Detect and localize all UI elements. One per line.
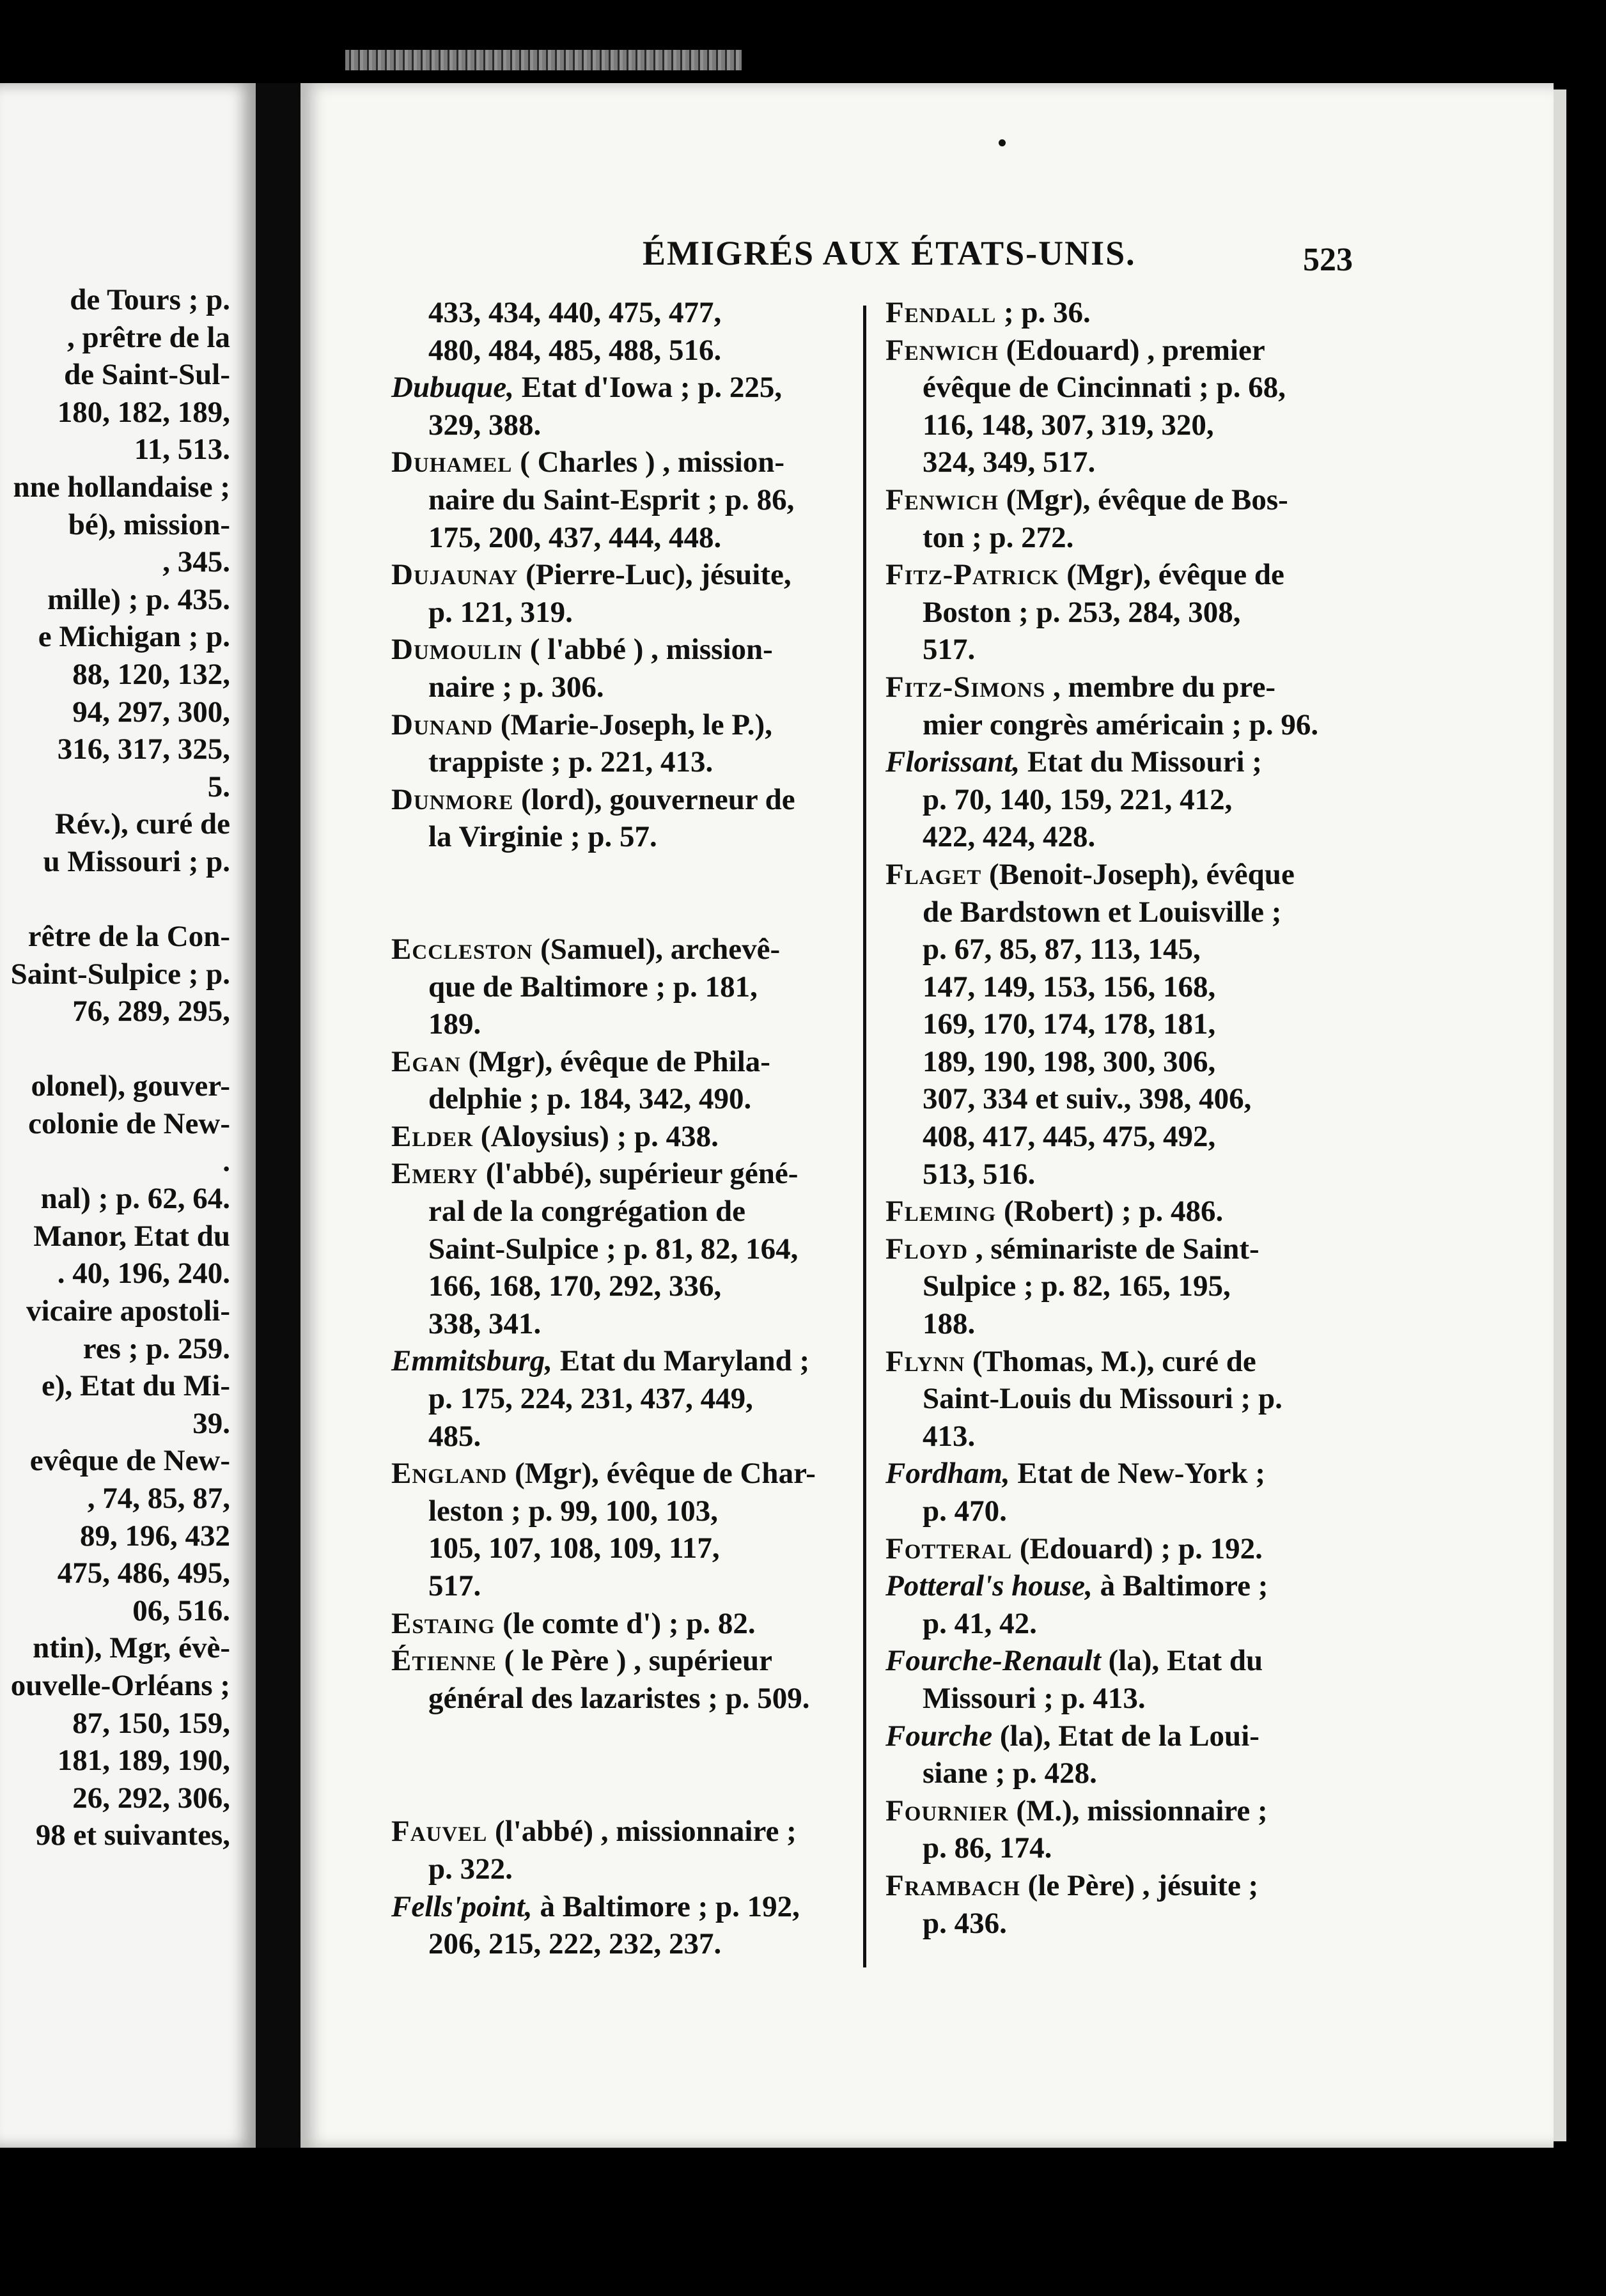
entry-text: Etat de New-York ; bbox=[1010, 1457, 1266, 1491]
entry-line: trappiste ; p. 221, 413. bbox=[428, 745, 713, 779]
index-entry bbox=[885, 1193, 1352, 1230]
left-page-line: , 74, 85, 87, bbox=[87, 1482, 230, 1515]
entry-first-line bbox=[391, 1043, 855, 1081]
entry-first-line bbox=[885, 294, 1352, 332]
index-entry bbox=[391, 369, 855, 444]
person-name: Duhamel bbox=[391, 446, 513, 479]
entry-line: p. 86, 174. bbox=[923, 1831, 1052, 1865]
entry-first-line bbox=[885, 1567, 1352, 1605]
left-page-line: Saint-Sulpice ; p. bbox=[10, 957, 230, 991]
left-page-line: u Missouri ; p. bbox=[43, 844, 230, 878]
entry-first-line bbox=[391, 706, 855, 744]
left-page-line: 88, 120, 132, bbox=[72, 657, 230, 691]
entry-line: mier congrès américain ; p. 96. bbox=[923, 708, 1319, 741]
entry-text: Etat du Missouri ; bbox=[1020, 745, 1262, 779]
entry-first-line bbox=[885, 1193, 1352, 1230]
entry-text: (Samuel), archevê- bbox=[533, 932, 781, 966]
entry-first-line bbox=[885, 556, 1352, 594]
left-page-line: olonel), gouver- bbox=[31, 1069, 230, 1103]
left-page-line: ouvelle-Orléans ; bbox=[10, 1668, 230, 1702]
entry-line: ral de la congrégation de bbox=[428, 1195, 746, 1229]
left-page-line: evêque de New- bbox=[29, 1444, 230, 1478]
index-entry bbox=[885, 1230, 1352, 1343]
left-page-line: 11, 513. bbox=[134, 433, 230, 467]
entry-text: ( l'abbé ) , mission- bbox=[522, 633, 773, 667]
entry-first-line bbox=[885, 1530, 1352, 1568]
index-entry bbox=[885, 1530, 1352, 1568]
entry-line: 307, 334 et suiv., 398, 406, bbox=[923, 1082, 1252, 1116]
index-entry bbox=[885, 481, 1352, 556]
entry-line: 324, 349, 517. bbox=[923, 446, 1096, 479]
index-entry bbox=[885, 294, 1352, 332]
left-page-line: e Michigan ; p. bbox=[38, 620, 230, 654]
index-entry bbox=[391, 1813, 855, 1888]
left-page-line: , prêtre de la bbox=[67, 320, 230, 354]
place-name: Emmitsburg, bbox=[391, 1344, 553, 1378]
book-gutter bbox=[256, 83, 300, 2148]
place-name: Fourche-Renault bbox=[885, 1644, 1101, 1678]
page-edge bbox=[1554, 89, 1566, 2141]
entry-first-line bbox=[391, 781, 855, 819]
place-name: Dubuque, bbox=[391, 371, 514, 405]
entry-first-line bbox=[885, 1642, 1352, 1680]
index-entry bbox=[885, 1455, 1352, 1530]
left-page-line: nal) ; p. 62, 64. bbox=[40, 1182, 230, 1216]
left-page-line: e), Etat du Mi- bbox=[41, 1369, 230, 1403]
left-page-line: vicaire apostoli- bbox=[26, 1294, 230, 1328]
index-entry bbox=[391, 1888, 855, 1963]
entry-first-line bbox=[391, 1155, 855, 1193]
entry-line: p. 175, 224, 231, 437, 449, bbox=[428, 1382, 753, 1416]
page-number: 523 bbox=[1303, 242, 1353, 278]
section-gap bbox=[391, 856, 855, 931]
place-name: Potteral's house, bbox=[885, 1569, 1093, 1603]
index-entry bbox=[391, 556, 855, 631]
left-page-line: 87, 150, 159, bbox=[72, 1706, 230, 1740]
entry-line: Boston ; p. 253, 284, 308, bbox=[923, 595, 1241, 629]
entry-line: Saint-Louis du Missouri ; p. bbox=[923, 1382, 1282, 1416]
section-gap bbox=[391, 1717, 855, 1813]
entry-text: (Edouard) ; p. 192. bbox=[1012, 1532, 1263, 1565]
person-name: Étienne bbox=[391, 1644, 497, 1678]
left-page-line: 26, 292, 306, bbox=[72, 1781, 230, 1815]
entry-text: Etat du Maryland ; bbox=[552, 1344, 810, 1378]
left-page-line: mille) ; p. 435. bbox=[47, 582, 230, 616]
entry-text: (l'abbé) , missionnaire ; bbox=[487, 1815, 797, 1849]
entry-first-line bbox=[885, 856, 1352, 894]
entry-first-line bbox=[885, 1792, 1352, 1830]
left-page-line: de Tours ; p. bbox=[70, 283, 230, 316]
entry-first-line bbox=[885, 1343, 1352, 1381]
entry-line: p. 67, 85, 87, 113, 145, bbox=[923, 933, 1201, 966]
person-name: Frambach bbox=[885, 1868, 1020, 1902]
entry-line: leston ; p. 99, 100, 103, bbox=[428, 1494, 719, 1528]
entry-text: (Mgr), évêque de Char- bbox=[507, 1457, 816, 1491]
entry-line: de Bardstown et Louisville ; bbox=[923, 895, 1282, 929]
entry-text: (le Père) , jésuite ; bbox=[1020, 1868, 1259, 1902]
left-page-line: 94, 297, 300, bbox=[72, 695, 230, 729]
index-entry bbox=[391, 1342, 855, 1455]
index-entry bbox=[391, 1155, 855, 1342]
left-page-line: 76, 289, 295, bbox=[72, 995, 230, 1028]
entry-text: , membre du pre- bbox=[1045, 670, 1276, 704]
entry-line: Sulpice ; p. 82, 165, 195, bbox=[923, 1269, 1231, 1303]
entry-line: 408, 417, 445, 475, 492, bbox=[923, 1120, 1216, 1154]
left-page-text bbox=[0, 281, 230, 1854]
left-page-line: 06, 516. bbox=[132, 1594, 230, 1627]
entry-line: 485. bbox=[428, 1419, 481, 1453]
place-name: Fordham, bbox=[885, 1457, 1010, 1491]
index-entry bbox=[391, 706, 855, 781]
entry-text: (Marie-Joseph, le P.), bbox=[493, 708, 772, 741]
entry-line: 413. bbox=[923, 1419, 976, 1453]
entry-line: 188. bbox=[923, 1307, 976, 1341]
entry-first-line bbox=[885, 743, 1352, 781]
entry-text: (Mgr), évêque de Bos- bbox=[998, 483, 1288, 516]
entry-line: 147, 149, 153, 156, 168, bbox=[923, 970, 1216, 1004]
entry-text: ; p. 36. bbox=[996, 296, 1091, 329]
left-page-line: bé), mission- bbox=[68, 508, 230, 541]
place-name: Fourche bbox=[885, 1719, 993, 1753]
entry-text: (le comte d') ; p. 82. bbox=[495, 1606, 756, 1640]
index-entry bbox=[885, 669, 1352, 743]
entry-first-line bbox=[885, 1718, 1352, 1755]
left-page-line bbox=[0, 1030, 230, 1068]
entry-line: p. 70, 140, 159, 221, 412, bbox=[923, 782, 1233, 816]
entry-first-line bbox=[391, 1888, 855, 1926]
entry-first-line bbox=[391, 1342, 855, 1380]
entry-text: , séminariste de Saint- bbox=[968, 1232, 1259, 1266]
left-page-line: 475, 486, 495, bbox=[57, 1556, 230, 1590]
entry-line: siane ; p. 428. bbox=[923, 1757, 1097, 1790]
entry-first-line bbox=[391, 1455, 855, 1493]
entry-line: p. 121, 319. bbox=[428, 595, 573, 629]
entry-first-line bbox=[391, 1813, 855, 1850]
index-entry bbox=[391, 294, 855, 369]
left-page-line: ntin), Mgr, évè- bbox=[33, 1631, 230, 1665]
place-name: Fells'point, bbox=[391, 1889, 533, 1923]
person-name: Floyd bbox=[885, 1232, 969, 1266]
person-name: Flynn bbox=[885, 1344, 965, 1378]
entry-line: la Virginie ; p. 57. bbox=[428, 820, 657, 854]
index-entry bbox=[885, 856, 1352, 1193]
index-entry bbox=[885, 1718, 1352, 1792]
left-page-line: de Saint-Sul- bbox=[64, 358, 230, 392]
person-name: Fournier bbox=[885, 1794, 1009, 1827]
running-title: ÉMIGRÉS AUX ÉTATS-UNIS. bbox=[643, 234, 1136, 272]
index-entry bbox=[885, 1642, 1352, 1717]
index-entry bbox=[885, 1867, 1352, 1942]
index-entry bbox=[391, 781, 855, 856]
entry-line: p. 470. bbox=[923, 1494, 1007, 1528]
entry-first-line bbox=[885, 1455, 1352, 1493]
left-page-line: 39. bbox=[192, 1406, 230, 1440]
entry-line: que de Baltimore ; p. 181, bbox=[428, 970, 758, 1004]
left-page-line: . 40, 196, 240. bbox=[57, 1257, 230, 1291]
index-column-1 bbox=[391, 294, 855, 1963]
entry-first-line bbox=[391, 556, 855, 594]
entry-line: p. 436. bbox=[923, 1906, 1007, 1940]
person-name: Dujaunay bbox=[391, 558, 518, 592]
index-entry bbox=[391, 631, 855, 706]
entry-line: 329, 388. bbox=[428, 408, 542, 442]
entry-text: ( Charles ) , mission- bbox=[512, 446, 785, 479]
entry-text: (l'abbé), supérieur géné- bbox=[478, 1157, 799, 1191]
entry-text: (M.), missionnaire ; bbox=[1008, 1794, 1268, 1827]
entry-line: général des lazaristes ; p. 509. bbox=[428, 1681, 810, 1715]
entry-text: (Benoit-Joseph), évêque bbox=[981, 857, 1295, 891]
entry-text: ( le Père ) , supérieur bbox=[496, 1644, 773, 1678]
left-page-line: Rév.), curé de bbox=[54, 807, 230, 841]
person-name: Fendall bbox=[885, 296, 997, 329]
entry-text: (la), Etat du bbox=[1100, 1644, 1263, 1678]
entry-text: (Aloysius) ; p. 438. bbox=[473, 1119, 719, 1153]
index-entry bbox=[885, 1792, 1352, 1867]
entry-line: naire du Saint-Esprit ; p. 86, bbox=[428, 483, 795, 516]
entry-line: 513, 516. bbox=[923, 1157, 1036, 1191]
left-page-line: rêtre de la Con- bbox=[27, 920, 230, 954]
left-page-line: nne hollandaise ; bbox=[13, 470, 230, 504]
person-name: Fitz-Simons bbox=[885, 670, 1046, 704]
entry-line: 206, 215, 222, 232, 237. bbox=[428, 1927, 722, 1961]
entry-first-line bbox=[391, 1642, 855, 1680]
person-name: Fotteral bbox=[885, 1532, 1013, 1565]
person-name: Dunmore bbox=[391, 782, 514, 816]
entry-line: 169, 170, 174, 178, 181, bbox=[923, 1007, 1216, 1041]
place-name: Florissant, bbox=[885, 745, 1020, 779]
entry-line: 338, 341. bbox=[428, 1307, 542, 1340]
entry-text: (Mgr), évêque de Phila- bbox=[460, 1044, 770, 1078]
person-name: Flaget bbox=[885, 857, 982, 891]
index-entry bbox=[885, 1343, 1352, 1455]
entry-line: 480, 484, 485, 488, 516. bbox=[428, 333, 722, 367]
entry-first-line bbox=[885, 1867, 1352, 1905]
entry-first-line bbox=[885, 481, 1352, 519]
entry-line: 175, 200, 437, 444, 448. bbox=[428, 520, 722, 554]
person-name: Dumoulin bbox=[391, 633, 523, 667]
person-name: Fenwich bbox=[885, 483, 999, 516]
left-page-line: . bbox=[222, 1144, 230, 1178]
index-entry bbox=[391, 1043, 855, 1118]
entry-text: (Pierre-Luc), jésuite, bbox=[518, 558, 791, 592]
left-page-line: colonie de New- bbox=[28, 1107, 230, 1141]
left-page-line: 98 et suivantes, bbox=[35, 1819, 230, 1852]
entry-first-line bbox=[391, 1605, 855, 1643]
index-entry bbox=[885, 743, 1352, 856]
left-facing-page bbox=[0, 83, 256, 2148]
entry-first-line bbox=[391, 1118, 855, 1156]
entry-text: Etat d'Iowa ; p. 225, bbox=[513, 371, 783, 405]
person-name: Dunand bbox=[391, 708, 494, 741]
index-entry bbox=[885, 556, 1352, 669]
entry-line: naire ; p. 306. bbox=[428, 670, 604, 704]
left-page-line: , 345. bbox=[162, 545, 230, 579]
entry-first-line bbox=[391, 931, 855, 968]
entry-first-line bbox=[885, 669, 1352, 706]
entry-line: Missouri ; p. 413. bbox=[923, 1681, 1146, 1715]
entry-first-line bbox=[885, 1230, 1352, 1268]
person-name: Fenwich bbox=[885, 333, 999, 367]
left-page-line: res ; p. 259. bbox=[82, 1331, 230, 1365]
left-page-line: 180, 182, 189, bbox=[57, 395, 230, 429]
index-column-2 bbox=[885, 294, 1352, 1942]
entry-line: 105, 107, 108, 109, 117, bbox=[428, 1532, 720, 1565]
left-page-line: 5. bbox=[207, 770, 230, 803]
entry-line: p. 322. bbox=[428, 1852, 513, 1886]
person-name: Fleming bbox=[885, 1195, 997, 1229]
entry-text: (Robert) ; p. 486. bbox=[996, 1195, 1224, 1229]
left-page-line: 316, 317, 325, bbox=[57, 733, 230, 766]
entry-text: à Baltimore ; p. 192, bbox=[532, 1889, 800, 1923]
index-entry bbox=[391, 1642, 855, 1717]
index-entry bbox=[391, 444, 855, 556]
entry-first-line bbox=[391, 369, 855, 407]
person-name: Egan bbox=[391, 1044, 461, 1078]
entry-line: p. 41, 42. bbox=[923, 1606, 1037, 1640]
entry-first-line bbox=[885, 332, 1352, 369]
entry-first-line bbox=[391, 444, 855, 481]
ink-dot bbox=[999, 139, 1006, 146]
scan-artifact bbox=[345, 50, 742, 70]
person-name: Fauvel bbox=[391, 1815, 488, 1849]
person-name: Estaing bbox=[391, 1606, 495, 1640]
entry-text: (Mgr), évêque de bbox=[1059, 558, 1284, 592]
person-name: Elder bbox=[391, 1119, 474, 1153]
index-entry bbox=[391, 1605, 855, 1643]
entry-line: 517. bbox=[428, 1569, 481, 1602]
index-entry bbox=[391, 1118, 855, 1156]
person-name: Eccleston bbox=[391, 932, 533, 966]
entry-text: (la), Etat de la Loui- bbox=[992, 1719, 1259, 1753]
entry-line: 517. bbox=[923, 633, 976, 667]
column-rule bbox=[863, 306, 866, 1967]
entry-text: (Edouard) , premier bbox=[998, 333, 1265, 367]
entry-first-line bbox=[391, 631, 855, 669]
index-entry bbox=[885, 1567, 1352, 1642]
entry-line: 189, 190, 198, 300, 306, bbox=[923, 1044, 1216, 1078]
entry-line: 422, 424, 428. bbox=[923, 820, 1096, 854]
person-name: Emery bbox=[391, 1157, 479, 1191]
entry-line: 116, 148, 307, 319, 320, bbox=[923, 408, 1214, 442]
index-entry bbox=[391, 931, 855, 1043]
left-page-line: Manor, Etat du bbox=[33, 1219, 230, 1253]
entry-text: (Thomas, M.), curé de bbox=[965, 1344, 1256, 1378]
person-name: England bbox=[391, 1457, 508, 1491]
entry-text: (lord), gouverneur de bbox=[513, 782, 795, 816]
index-entry bbox=[391, 1455, 855, 1604]
index-entry bbox=[885, 332, 1352, 481]
left-page-line: 181, 189, 190, bbox=[57, 1744, 230, 1778]
entry-text: à Baltimore ; bbox=[1092, 1569, 1268, 1603]
entry-line: évêque de Cincinnati ; p. 68, bbox=[923, 371, 1286, 405]
entry-line: delphie ; p. 184, 342, 490. bbox=[428, 1082, 752, 1116]
entry-line: 166, 168, 170, 292, 336, bbox=[428, 1269, 722, 1303]
entry-line: ton ; p. 272. bbox=[923, 520, 1074, 554]
person-name: Fitz-Patrick bbox=[885, 558, 1059, 592]
entry-line: Saint-Sulpice ; p. 81, 82, 164, bbox=[428, 1232, 799, 1266]
entry-line: 189. bbox=[428, 1007, 481, 1041]
left-page-line: 89, 196, 432 bbox=[80, 1519, 230, 1553]
left-page-line bbox=[0, 881, 230, 919]
entry-line: 433, 434, 440, 475, 477, bbox=[428, 296, 722, 329]
